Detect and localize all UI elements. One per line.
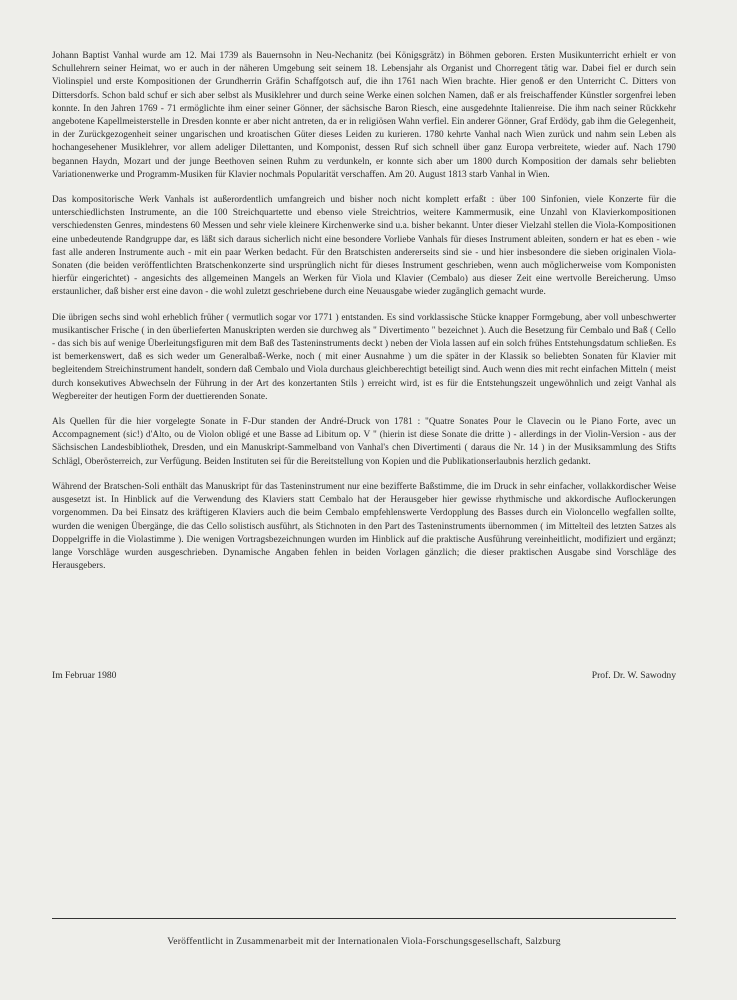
signature-author: Prof. Dr. W. Sawodny [591, 670, 676, 681]
paragraph-edition-notes: Während der Bratschen-Soli enthält das Manuskript für das Tasteninstrument nur eine bezifferte Baßstimme, die im Druck in sehr einfacher, vollakkordischer Weise ausgesetzt ist. In Hinblick auf die Verwendung des Klaviers statt Cembalo hat der Herausgeber hier gewisse rhythmische und akkordische Auflockerungen vorgenommen. Da bei Einsatz des kräftigeren Klaviers auch die beim Cembalo empfehlenswerte Verdopplung des Basses durch ein Violoncello wegfallen sollte, wurden die wenigen Übergänge, die das Cello solistisch ausführt, als Stichnoten in den Part des Tasteninstruments übernommen ( im Mittelteil des letzten Satzes als Doppelgriffe in die Violastimme ). Die wenigen Vortragsbezeichnungen wurden im Hinblick auf die praktische Ausführung vereinheitlicht, modifiziert und ergänzt; lange Vorschläge wurden ausgeschrieben. Dynamische Angaben fehlen in beiden Vorlagen gänzlich; die dieser praktischen Ausgabe sind Vorschläge des Herausgebers. [52, 481, 676, 572]
article-body [52, 50, 676, 585]
signature-date: Im Februar 1980 [52, 670, 117, 681]
paragraph-biography: Johann Baptist Vanhal wurde am 12. Mai 1739 als Bauernsohn in Neu-Nechanitz (bei Königsgrätz) in Böhmen geboren. Ersten Musikunterricht erhielt er von Schullehrern seiner Heimat, wo er auch in der näheren Umgebung seit seinem 18. Lebensjahr als Organist und Chorregent tätig war. Dabei fiel er durch sein Violinspiel und erste Kompositionen der Grundherrin Gräfin Schaffgotsch auf, die ihn 1761 nach Wien brachte. Hier genoß er den Unterricht C. Ditters von Dittersdorfs. Schon bald schuf er sich aber selbst als Musiklehrer und durch seine Werke einen solchen Namen, daß er als freischaffender Künstler sorgenfrei leben konnte. In den Jahren 1769 - 71 ermöglichte ihm einer seiner Gönner, der sächsische Baron Riesch, eine ausgedehnte Italienreise. Die ihm nach seiner Rückkehr angebotene Kapellmeisterstelle in Dresden konnte er aber nicht antreten, da er in religiösen Wahn verfiel. Ein anderer Gönner, Graf Erdödy, gab ihm die Gelegenheit, in der Zurückgezogenheit seiner ungarischen und kroatischen Güter dieses Leiden zu kurieren. 1780 kehrte Vanhal nach Wien zurück und nahm sein Leben als hochangesehener Musiklehrer, vor allem adeliger Dilettanten, und Komponist, dessen Ruf sich schnell über ganz Europa verbreitete, wieder auf. Nach 1790 begannen Haydn, Mozart und der junge Beethoven seinen Ruhm zu verdunkeln, er konnte sich aber um 1800 durch Komposition der damals sehr beliebten Variationenwerke und Programm-Musiken für Klavier nochmals Popularität verschaffen. Am 20. August 1813 starb Vanhal in Wien. [52, 51, 676, 180]
paragraph-works: Das kompositorische Werk Vanhals ist außerordentlich umfangreich und bisher noch nicht komplett erfaßt : über 100 Sinfonien, viele Konzerte für die unterschiedlichsten Instrumente, an die 100 Streichquartette und ebenso viele Streichtrios, weitere Kammermusik, eine Unzahl von Klavierkompositionen verschiedensten Genres, mindestens 60 Messen und sehr viele kleinere Kirchenwerke sind u.a. bisher bekannt. Unter dieser Vielzahl stellen die Viola-Kompositionen eine unbedeutende Randgruppe dar, es läßt sich daraus sicherlich nicht eine besondere Vorliebe Vanhals für dieses Instrument ableiten, sondern er hat es eben - wie fast alle anderen Instrumente auch - mit ein paar Werken bedacht. Für den Bratschisten andererseits sind sie - und hier insbesondere die sieben originalen Viola-Sonaten (die beiden veröffentlichten Bratschenkonzerte sind ursprünglich nicht für dieses Instrument geschrieben, wenn auch möglicherweise vom Komponisten hierfür eingerichtet) - angesichts des allgemeinen Mangels an Werken für Viola und Klavier (Cembalo) aus dieser Zeit eine wertvolle Bereicherung. Umso erstaunlicher, daß bisher erst eine davon - die wohl zuletzt geschriebene durch eine Neuausgabe wieder zugänglich gemacht wurde. [52, 195, 676, 298]
footer-note: Veröffentlicht in Zusammenarbeit mit der Internationalen Viola-Forschungsgesellschaft, Salzburg [167, 936, 561, 947]
paragraph-sonatas: Die übrigen sechs sind wohl erheblich früher ( vermutlich sogar vor 1771 ) entstanden. Es sind vorklassische Stücke knapper Formgebung, aber voll unbeschwerter musikantischer Frische ( in den überlieferten Manuskripten werden sie durchweg als " Divertimento " bezeichnet ). Auch die Besetzung für Cembalo und Baß ( Cello - das sich bis auf wenige Überleitungsfiguren mit dem Baß des Tasteninstruments deckt ) neben der Viola lassen auf ein solch frühes Entstehungsdatum schließen. Es ist bemerkenswert, daß es sich weder um Generalbaß-Werke, noch ( mit einer Ausnahme ) um die später in der Klassik so beliebten Sonaten für Klavier mit begleitendem Streichinstrument handelt, sondern daß Cembalo und Viola durchaus gleichberechtigt beteiligt sind. Auch wenn dies mit recht einfachen Mitteln ( meist durch konsekutives Abwechseln der Führung in der Art des konzertanten Stils ) erreicht wird, ist es für die Entstehungszeit ungewöhnlich und zeigt Vanhal als Wegbereiter der heutigen Form der duettierenden Sonate. [52, 312, 676, 402]
footer-divider [52, 918, 676, 919]
signature-row [52, 670, 676, 681]
paragraph-sources: Als Quellen für die hier vorgelegte Sonate in F-Dur standen der André-Druck von 1781 : "Quatre Sonates Pour le Clavecin ou le Piano Forte, avec un Accompagnement (sic!) d'Alto, ou de Violon obligé et une Basse ad Libitum op. V " (hierin ist diese Sonate die dritte ) - allerdings in der Violin-Version - aus der Sächsischen Landesbibliothek, Dresden, und ein Manuskript-Sammelband von Vanhal's chen Divertimenti ( daraus die Nr. 14 ) in der Musiksammlung des Stifts Schlägl, Oberösterreich, zur Verfügung. Beiden Instituten sei für die Bereitstellung von Kopien und die Publikationserlaubnis herzlich gedankt. [52, 417, 676, 467]
